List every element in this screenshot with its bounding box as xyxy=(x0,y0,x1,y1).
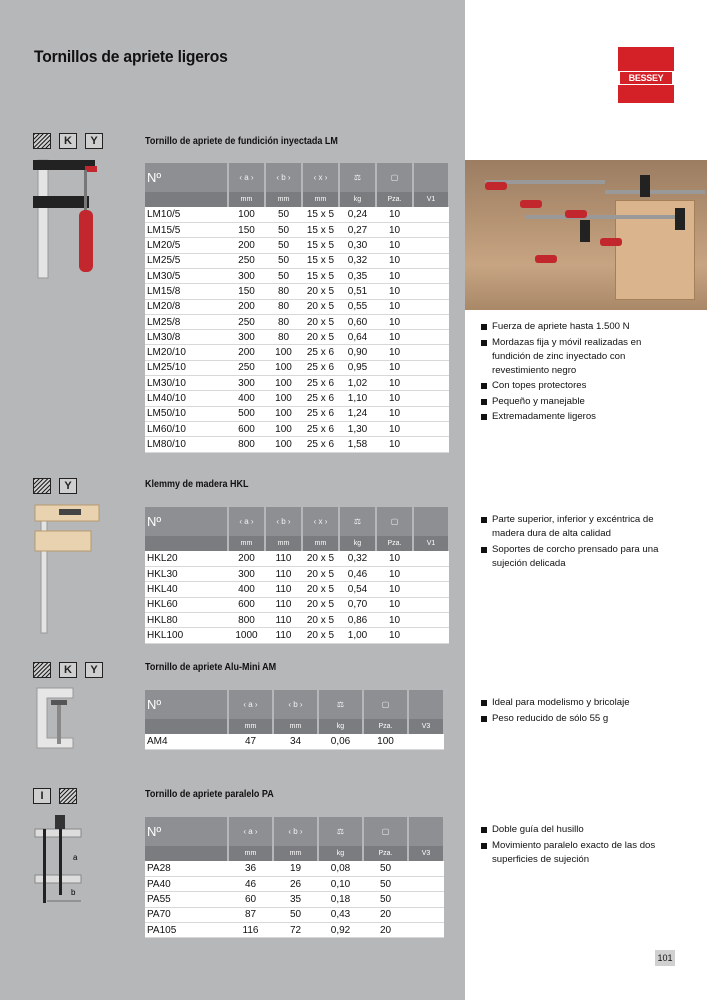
table-cell: 1,30 xyxy=(339,421,376,436)
table-cell: 1,58 xyxy=(339,437,376,452)
hkl-clamp-image xyxy=(33,503,101,635)
table-row xyxy=(145,437,449,452)
funnel-icon: Y xyxy=(59,478,77,494)
article-code: PA70 xyxy=(145,907,228,922)
table-cell: 10 xyxy=(376,360,413,375)
box-icon: ▢ xyxy=(376,163,413,192)
table-cell: 25 x 6 xyxy=(302,345,339,360)
table-cell: 0,43 xyxy=(318,907,363,922)
article-code: LM30/8 xyxy=(145,330,228,345)
table-cell: 110 xyxy=(265,567,302,582)
table-cell: 50 xyxy=(363,877,408,892)
box-icon: ▢ xyxy=(376,507,413,536)
scale-icon: ⚖ xyxy=(318,817,363,846)
table-cell: 50 xyxy=(363,892,408,907)
table-cell-empty xyxy=(413,330,449,345)
table-cell: 10 xyxy=(376,314,413,329)
table-cell: 10 xyxy=(376,238,413,253)
table-cell: 15 x 5 xyxy=(302,268,339,283)
table-cell: 10 xyxy=(376,299,413,314)
table-cell: 10 xyxy=(376,391,413,406)
article-code: LM30/10 xyxy=(145,376,228,391)
feature-bullet: Ideal para modelismo y bricolaje xyxy=(481,696,676,710)
table-cell: 10 xyxy=(376,207,413,222)
article-code: LM30/5 xyxy=(145,268,228,283)
funnel-icon: Y xyxy=(85,133,103,149)
table-cell: 100 xyxy=(265,376,302,391)
table-cell: 1,24 xyxy=(339,406,376,421)
table-cell: 0,06 xyxy=(318,734,363,749)
table-cell: 80 xyxy=(265,299,302,314)
table-cell: 0,08 xyxy=(318,861,363,876)
article-code: LM25/8 xyxy=(145,314,228,329)
page-title: Tornillos de apriete ligeros xyxy=(34,47,228,66)
table-row xyxy=(145,360,449,375)
article-code: HKL40 xyxy=(145,582,228,597)
table-cell: 300 xyxy=(228,376,265,391)
scale-icon: ⚖ xyxy=(339,163,376,192)
table-body-pa xyxy=(145,861,444,937)
table-body-hkl xyxy=(145,551,449,643)
table-cell: 250 xyxy=(228,360,265,375)
red-handle xyxy=(565,210,587,218)
box-icon: ▢ xyxy=(363,690,408,719)
table-cell: 20 xyxy=(363,922,408,937)
table-cell: 0,86 xyxy=(339,612,376,627)
feature-bullet: Doble guía del husillo xyxy=(481,823,671,837)
article-code: LM25/10 xyxy=(145,360,228,375)
table-cell: 0,18 xyxy=(318,892,363,907)
article-code: HKL100 xyxy=(145,628,228,643)
feature-bullet: Extremadamente ligeros xyxy=(481,410,671,424)
table-cell: 100 xyxy=(265,406,302,421)
table-cell: 0,54 xyxy=(339,582,376,597)
table-cell: 600 xyxy=(228,597,265,612)
table-cell: 0,46 xyxy=(339,567,376,582)
scale-icon: ⚖ xyxy=(339,507,376,536)
article-code: HKL30 xyxy=(145,567,228,582)
table-row xyxy=(145,877,444,892)
clamp-jaw xyxy=(640,175,650,197)
col-a: ‹ a › xyxy=(228,163,265,192)
table-cell-empty xyxy=(413,207,449,222)
table-cell-empty xyxy=(413,223,449,238)
wood-grain-icon xyxy=(33,478,51,494)
table-cell-empty xyxy=(413,360,449,375)
table-row xyxy=(145,907,444,922)
dim-a-label: a xyxy=(73,853,78,862)
table-row xyxy=(145,582,449,597)
red-handle xyxy=(520,200,542,208)
table-row xyxy=(145,284,449,299)
table-cell: 50 xyxy=(265,223,302,238)
table-cell: 20 x 5 xyxy=(302,597,339,612)
red-handle xyxy=(485,182,507,190)
feature-bullet: Mordazas fija y móvil realizadas en fundición de zinc inyectado con revestimiento negro xyxy=(481,336,671,378)
table-cell: 50 xyxy=(273,907,318,922)
k-icon: K xyxy=(59,133,77,149)
feature-bullet: Con topes protectores xyxy=(481,379,671,393)
table-cell: 0,55 xyxy=(339,299,376,314)
table-cell-empty xyxy=(413,253,449,268)
table-cell: 100 xyxy=(265,437,302,452)
table-cell-empty xyxy=(413,391,449,406)
table-cell: 0,30 xyxy=(339,238,376,253)
table-cell: 0,64 xyxy=(339,330,376,345)
i-beam-icon: I xyxy=(33,788,51,804)
section-title-pa: Tornillo de apriete paralelo PA xyxy=(145,789,274,800)
red-handle xyxy=(535,255,557,263)
table-cell: 800 xyxy=(228,437,265,452)
table-cell-empty xyxy=(413,437,449,452)
table-cell: 110 xyxy=(265,582,302,597)
table-row xyxy=(145,223,449,238)
table-cell-empty xyxy=(413,314,449,329)
icons-am xyxy=(33,662,103,678)
col-b: ‹ b › xyxy=(265,163,302,192)
table-cell: 110 xyxy=(265,597,302,612)
table-cell: 72 xyxy=(273,922,318,937)
article-code: LM20/5 xyxy=(145,238,228,253)
table-cell: 0,51 xyxy=(339,284,376,299)
table-lm xyxy=(145,163,450,453)
table-cell: 110 xyxy=(265,551,302,566)
table-cell: 1,10 xyxy=(339,391,376,406)
table-cell: 25 x 6 xyxy=(302,391,339,406)
table-cell-empty xyxy=(413,421,449,436)
k-icon: K xyxy=(59,662,77,678)
table-cell-empty xyxy=(413,551,449,566)
table-cell-empty xyxy=(408,907,444,922)
table-cell: 0,27 xyxy=(339,223,376,238)
icons-pa xyxy=(33,788,77,804)
table-cell: 400 xyxy=(228,391,265,406)
table-row xyxy=(145,330,449,345)
bullets-lm xyxy=(481,320,671,426)
table-cell: 10 xyxy=(376,406,413,421)
article-code: LM20/8 xyxy=(145,299,228,314)
table-cell-empty xyxy=(408,877,444,892)
table-cell: 80 xyxy=(265,284,302,299)
article-code: LM15/5 xyxy=(145,223,228,238)
table-cell-empty xyxy=(408,922,444,937)
table-cell-empty xyxy=(413,299,449,314)
table-body-lm xyxy=(145,207,449,452)
article-code: LM25/5 xyxy=(145,253,228,268)
feature-bullet: Pequeño y manejable xyxy=(481,395,671,409)
icons-lm xyxy=(33,133,103,149)
table-cell-empty xyxy=(413,376,449,391)
wood-grain-icon xyxy=(33,133,51,149)
table-cell: 80 xyxy=(265,330,302,345)
table-cell: 0,32 xyxy=(339,551,376,566)
table-cell: 200 xyxy=(228,551,265,566)
table-cell: 200 xyxy=(228,299,265,314)
table-cell: 1,02 xyxy=(339,376,376,391)
table-cell: 20 x 5 xyxy=(302,582,339,597)
table-row xyxy=(145,314,449,329)
table-cell: 25 x 6 xyxy=(302,406,339,421)
table-cell: 600 xyxy=(228,421,265,436)
table-cell: 47 xyxy=(228,734,273,749)
table-cell: 100 xyxy=(228,207,265,222)
table-cell: 10 xyxy=(376,567,413,582)
table-row xyxy=(145,861,444,876)
bullets-am xyxy=(481,696,676,727)
section-title-lm: Tornillo de apriete de fundición inyectada LM xyxy=(145,136,338,147)
table-cell-empty xyxy=(413,567,449,582)
table-cell: 26 xyxy=(273,877,318,892)
article-code: PA55 xyxy=(145,892,228,907)
clamp-jaw xyxy=(580,220,590,242)
article-code: PA105 xyxy=(145,922,228,937)
table-cell-empty xyxy=(413,612,449,627)
table-row xyxy=(145,238,449,253)
pa-clamp-image xyxy=(33,813,93,907)
table-cell: 34 xyxy=(273,734,318,749)
table-cell: 10 xyxy=(376,628,413,643)
table-cell: 19 xyxy=(273,861,318,876)
table-row xyxy=(145,376,449,391)
table-cell: 20 x 5 xyxy=(302,314,339,329)
table-cell: 10 xyxy=(376,582,413,597)
table-cell: 60 xyxy=(228,892,273,907)
table-cell: 80 xyxy=(265,314,302,329)
table-cell: 20 xyxy=(363,907,408,922)
table-cell: 87 xyxy=(228,907,273,922)
page-number: 101 xyxy=(655,950,675,966)
logo-text: BESSEY xyxy=(620,72,672,84)
table-header-symbols xyxy=(145,163,449,192)
table-cell: 0,95 xyxy=(339,360,376,375)
table-cell: 300 xyxy=(228,268,265,283)
table-cell: 50 xyxy=(265,238,302,253)
article-code: PA40 xyxy=(145,877,228,892)
table-row xyxy=(145,922,444,937)
table-cell: 116 xyxy=(228,922,273,937)
table-cell: 10 xyxy=(376,345,413,360)
feature-bullet: Peso reducido de sólo 55 g xyxy=(481,712,676,726)
table-cell: 25 x 6 xyxy=(302,421,339,436)
table-cell: 800 xyxy=(228,612,265,627)
article-code: AM4 xyxy=(145,734,228,749)
table-row xyxy=(145,628,449,643)
article-code: HKL20 xyxy=(145,551,228,566)
table-cell: 300 xyxy=(228,330,265,345)
section-title-hkl: Klemmy de madera HKL xyxy=(145,479,249,490)
table-row xyxy=(145,421,449,436)
table-cell: 50 xyxy=(363,861,408,876)
table-cell: 10 xyxy=(376,597,413,612)
table-cell: 35 xyxy=(273,892,318,907)
feature-bullet: Parte superior, inferior y excéntrica de madera dura de alta calidad xyxy=(481,513,676,541)
table-row xyxy=(145,406,449,421)
table-cell: 500 xyxy=(228,406,265,421)
table-cell: 400 xyxy=(228,582,265,597)
red-handle xyxy=(600,238,622,246)
table-cell: 150 xyxy=(228,223,265,238)
table-cell: 20 x 5 xyxy=(302,284,339,299)
table-cell-empty xyxy=(408,734,444,749)
table-cell: 110 xyxy=(265,628,302,643)
bullets-hkl xyxy=(481,513,676,572)
table-cell: 250 xyxy=(228,314,265,329)
table-cell-empty xyxy=(413,268,449,283)
article-code: LM50/10 xyxy=(145,406,228,421)
table-cell: 200 xyxy=(228,345,265,360)
table-am: Nº ‹ a › ‹ b › ⚖ ▢ mm mm kg Pza. V3 AM4 47 34 0,06 100 xyxy=(145,690,445,750)
box-icon: ▢ xyxy=(363,817,408,846)
wood-grain-icon xyxy=(33,662,51,678)
am-clamp-image xyxy=(33,686,101,754)
icons-hkl xyxy=(33,478,77,494)
table-row xyxy=(145,207,449,222)
table-row xyxy=(145,345,449,360)
table-cell: 10 xyxy=(376,268,413,283)
table-cell: 100 xyxy=(363,734,408,749)
table-cell-empty xyxy=(413,284,449,299)
table-cell: 1,00 xyxy=(339,628,376,643)
table-cell: 10 xyxy=(376,376,413,391)
table-row xyxy=(145,734,444,749)
clamp-bar xyxy=(525,215,675,219)
feature-bullet: Soportes de corcho prensado para una sujeción delicada xyxy=(481,543,676,571)
table-hkl: Nº ‹ a › ‹ b › ‹ x › ⚖ ▢ mm mm mm kg Pza. V1 HKL20 200 110 20 x 5 0,32 10 HKL30 300 110 20 x 5 0,46 10 HKL40 400 110 20 x 5 0,54 10 HKL60 600 110 20 x 5 0,70 10 HKL80 800 110 20 x 5 0,86 10 HKL100 1000 110 20 x 5 1,00 10 xyxy=(145,507,450,644)
table-cell: 20 x 5 xyxy=(302,628,339,643)
table-cell: 0,10 xyxy=(318,877,363,892)
table-cell-empty xyxy=(413,238,449,253)
table-cell: 20 x 5 xyxy=(302,551,339,566)
table-cell: 10 xyxy=(376,284,413,299)
table-cell: 0,70 xyxy=(339,597,376,612)
table-row xyxy=(145,892,444,907)
table-cell-empty xyxy=(408,861,444,876)
table-cell: 50 xyxy=(265,207,302,222)
table-cell: 250 xyxy=(228,253,265,268)
table-header-units: mm mm mm kg Pza. V1 xyxy=(145,192,449,207)
table-cell: 0,24 xyxy=(339,207,376,222)
table-cell: 0,90 xyxy=(339,345,376,360)
feature-bullet: Fuerza de apriete hasta 1.500 N xyxy=(481,320,671,334)
table-cell: 10 xyxy=(376,330,413,345)
table-cell: 15 x 5 xyxy=(302,207,339,222)
table-cell-empty xyxy=(413,582,449,597)
table-cell: 50 xyxy=(265,268,302,283)
table-cell: 10 xyxy=(376,551,413,566)
table-cell: 0,60 xyxy=(339,314,376,329)
funnel-icon: Y xyxy=(85,662,103,678)
table-row xyxy=(145,391,449,406)
table-body-am xyxy=(145,734,444,749)
table-cell-empty xyxy=(413,628,449,643)
table-cell: 50 xyxy=(265,253,302,268)
article-code: PA28 xyxy=(145,861,228,876)
article-code: HKL60 xyxy=(145,597,228,612)
table-pa: Nº ‹ a › ‹ b › ⚖ ▢ mm mm kg Pza. V3 PA28 36 19 0,08 50 PA40 46 26 0,10 50 PA55 60 35 0,18 50 PA70 87 50 0,43 20 PA105 116 72 0,92 20 xyxy=(145,817,445,938)
table-cell: 1000 xyxy=(228,628,265,643)
bessey-logo xyxy=(618,47,674,103)
table-cell: 15 x 5 xyxy=(302,238,339,253)
col-x: ‹ x › xyxy=(302,163,339,192)
table-row xyxy=(145,253,449,268)
article-code: HKL80 xyxy=(145,612,228,627)
article-code: LM20/10 xyxy=(145,345,228,360)
table-row xyxy=(145,299,449,314)
table-cell: 0,92 xyxy=(318,922,363,937)
article-code: LM60/10 xyxy=(145,421,228,436)
table-cell: 100 xyxy=(265,345,302,360)
table-cell: 25 x 6 xyxy=(302,437,339,452)
table-cell-empty xyxy=(408,892,444,907)
table-cell: 25 x 6 xyxy=(302,360,339,375)
table-cell: 200 xyxy=(228,238,265,253)
table-cell: 100 xyxy=(265,391,302,406)
table-cell-empty xyxy=(413,406,449,421)
table-cell: 0,32 xyxy=(339,253,376,268)
scale-icon: ⚖ xyxy=(318,690,363,719)
table-cell: 25 x 6 xyxy=(302,376,339,391)
table-cell: 100 xyxy=(265,360,302,375)
clamp-jaw xyxy=(675,208,685,230)
article-code: LM10/5 xyxy=(145,207,228,222)
table-row xyxy=(145,612,449,627)
table-cell: 36 xyxy=(228,861,273,876)
table-cell: 15 x 5 xyxy=(302,223,339,238)
table-cell: 46 xyxy=(228,877,273,892)
dim-b-label: b xyxy=(71,888,76,897)
section-title-am: Tornillo de apriete Alu-Mini AM xyxy=(145,662,277,673)
table-row xyxy=(145,597,449,612)
bullets-pa xyxy=(481,823,671,868)
table-row xyxy=(145,551,449,566)
table-cell: 10 xyxy=(376,253,413,268)
table-row xyxy=(145,567,449,582)
table-cell: 15 x 5 xyxy=(302,253,339,268)
article-code: LM40/10 xyxy=(145,391,228,406)
col-no: Nº xyxy=(145,163,228,192)
article-code: LM80/10 xyxy=(145,437,228,452)
table-cell-empty xyxy=(413,597,449,612)
workshop-photo xyxy=(465,160,707,310)
feature-bullet: Movimiento paralelo exacto de las dos superficies de sujeción xyxy=(481,839,671,867)
table-cell: 0,35 xyxy=(339,268,376,283)
table-cell: 20 x 5 xyxy=(302,330,339,345)
table-cell: 300 xyxy=(228,567,265,582)
lm-clamp-image xyxy=(33,158,101,281)
clamp-bar xyxy=(605,190,705,194)
wood-grain-icon xyxy=(59,788,77,804)
table-cell: 20 x 5 xyxy=(302,612,339,627)
table-cell: 20 x 5 xyxy=(302,567,339,582)
table-cell: 10 xyxy=(376,421,413,436)
table-cell: 10 xyxy=(376,223,413,238)
table-cell: 150 xyxy=(228,284,265,299)
table-cell: 10 xyxy=(376,612,413,627)
table-cell-empty xyxy=(413,345,449,360)
table-row xyxy=(145,268,449,283)
table-cell: 100 xyxy=(265,421,302,436)
table-cell: 110 xyxy=(265,612,302,627)
article-code: LM15/8 xyxy=(145,284,228,299)
table-cell: 20 x 5 xyxy=(302,299,339,314)
table-cell: 10 xyxy=(376,437,413,452)
